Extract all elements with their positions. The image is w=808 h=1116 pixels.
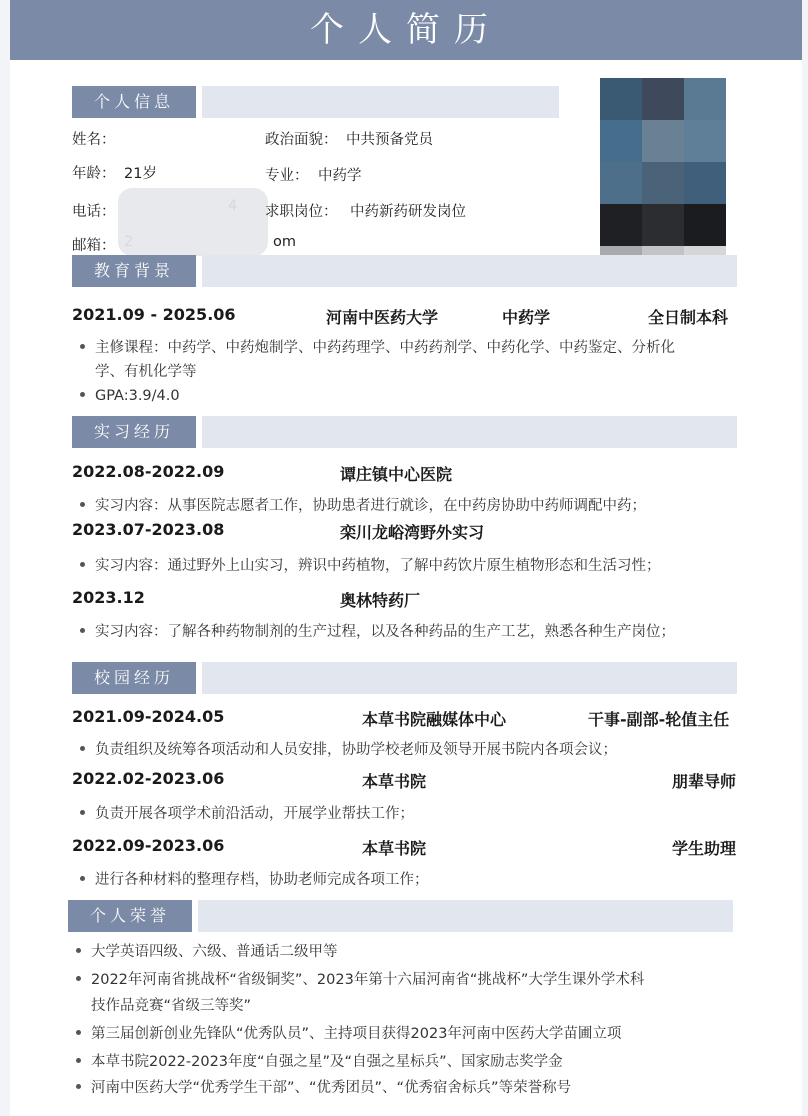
section-personal-bar — [202, 86, 559, 118]
internship-period: 2022.08-2022.09 — [72, 462, 225, 481]
honor-item: 2022年河南省挑战杯“省级铜奖”、2023年第十六届河南省“挑战杯”大学生课外学术科 — [91, 972, 645, 988]
internship-period: 2023.07-2023.08 — [72, 520, 225, 539]
list-item — [80, 336, 675, 360]
section-honors — [68, 900, 733, 932]
campus-desc: 负责开展各项学术前沿活动，开展学业帮扶工作； — [95, 806, 414, 822]
internship-org: 谭庄镇中心医院 — [340, 465, 453, 484]
name-label: 姓名： — [72, 132, 116, 148]
section-internship — [72, 416, 737, 448]
campus-period: 2021.09-2024.05 — [72, 707, 225, 726]
campus-role: 学生助理 — [672, 839, 737, 858]
education-school: 河南中医药大学 — [326, 308, 439, 327]
campus-role: 干事-副部-轮值主任 — [588, 710, 730, 729]
campus-period: 2022.02-2023.06 — [72, 769, 225, 788]
major-label: 专业： — [265, 168, 309, 184]
campus-org: 本草书院 — [362, 772, 427, 791]
section-education-label: 教育背景 — [72, 255, 196, 287]
list-item — [80, 494, 646, 518]
honor-item-cont: 技作品竞赛“省级三等奖” — [91, 998, 252, 1014]
honor-item: 河南中医药大学“优秀学生干部”、“优秀团员”、“优秀宿舍标兵”等荣誉称号 — [91, 1080, 572, 1096]
email-label: 邮箱： — [72, 238, 116, 254]
internship-desc: 实习内容：通过野外上山实习，辨识中药植物，了解中药饮片原生植物形态和生活习性； — [95, 558, 661, 574]
list-item — [76, 940, 338, 964]
list-item — [76, 968, 644, 992]
internship-org: 栾川龙峪湾野外实习 — [340, 523, 485, 542]
section-personal — [72, 86, 737, 118]
list-item — [80, 384, 180, 408]
education-period: 2021.09 - 2025.06 — [72, 305, 236, 324]
section-campus — [72, 662, 737, 694]
campus-desc: 进行各种材料的整理存档，协助老师完成各项工作； — [95, 872, 429, 888]
section-campus-label: 校园经历 — [72, 662, 196, 694]
campus-org: 本草书院 — [362, 839, 427, 858]
list-item — [76, 1050, 563, 1074]
section-personal-label: 个人信息 — [72, 86, 196, 118]
page-title: 个人简历 — [310, 10, 502, 50]
major-value: 中药学 — [318, 168, 362, 184]
list-item — [80, 802, 414, 826]
section-education-bar — [202, 255, 737, 287]
education-gpa: GPA:3.9/4.0 — [95, 388, 180, 404]
education-major: 中药学 — [502, 308, 551, 327]
campus-period: 2022.09-2023.06 — [72, 836, 225, 855]
campus-desc: 负责组织及统筹各项活动和人员安排，协助学校老师及领导开展书院内各项会议； — [95, 742, 617, 758]
politics-value: 中共预备党员 — [346, 132, 433, 148]
internship-desc: 实习内容：从事医院志愿者工作，协助患者进行就诊，在中药房协助中药师调配中药； — [95, 498, 646, 514]
campus-org: 本草书院融媒体中心 — [362, 710, 507, 729]
section-education — [72, 255, 737, 287]
job-value: 中药新药研发岗位 — [350, 204, 466, 220]
list-item — [80, 554, 661, 578]
redaction-blur — [118, 188, 268, 256]
age-value: 21岁 — [124, 166, 157, 182]
internship-org: 奥林特药厂 — [340, 591, 421, 610]
campus-role: 朋辈导师 — [672, 772, 737, 791]
email-partial-suffix: om — [273, 234, 296, 250]
honor-item: 第三届创新创业先锋队“优秀队员”、主持项目获得2023年河南中医药大学苗圃立项 — [91, 1026, 622, 1042]
list-item — [80, 620, 675, 644]
section-internship-bar — [202, 416, 737, 448]
section-honors-bar — [198, 900, 733, 932]
resume-page — [10, 0, 802, 1116]
internship-desc: 实习内容：了解各种药物制剂的生产过程，以及各种药品的生产工艺，熟悉各种生产岗位； — [95, 624, 675, 640]
education-type: 全日制本科 — [648, 308, 729, 327]
section-campus-bar — [202, 662, 737, 694]
age-label: 年龄： — [72, 166, 116, 182]
honor-item: 本草书院2022-2023年度“自强之星”及“自强之星标兵”、国家励志奖学金 — [91, 1054, 563, 1070]
education-courses-cont: 学、有机化学等 — [95, 364, 197, 380]
politics-label: 政治面貌： — [265, 132, 338, 148]
section-internship-label: 实习经历 — [72, 416, 196, 448]
list-item — [76, 1022, 621, 1046]
list-item — [80, 868, 429, 892]
section-honors-label: 个人荣誉 — [68, 900, 192, 932]
honor-item: 大学英语四级、六级、普通话二级甲等 — [91, 944, 338, 960]
job-label: 求职岗位： — [265, 204, 338, 220]
internship-period: 2023.12 — [72, 588, 145, 607]
list-item — [80, 738, 617, 762]
phone-label: 电话： — [72, 204, 116, 220]
education-courses: 主修课程：中药学、中药炮制学、中药药理学、中药药剂学、中药化学、中药鉴定、分析化 — [95, 340, 675, 356]
list-item — [76, 1076, 571, 1100]
